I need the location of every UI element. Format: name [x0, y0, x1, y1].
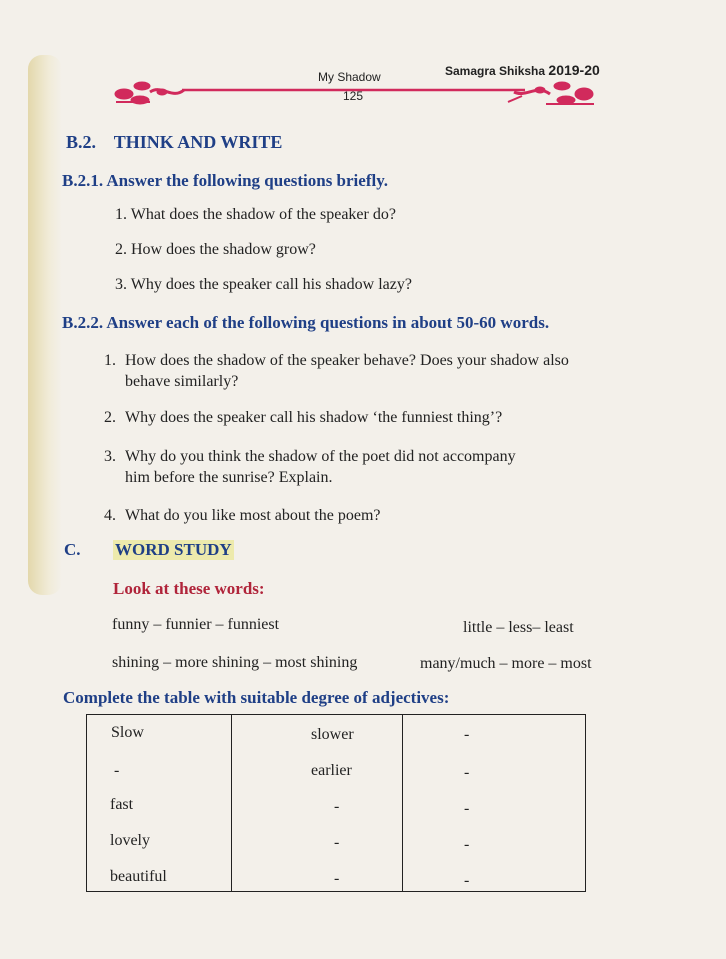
example-many: many/much – more – most	[420, 655, 592, 672]
brand-name: Samagra Shiksha	[445, 64, 546, 78]
b22-question-1-line-2: behave similarly?	[125, 373, 239, 390]
table-r2-c3: -	[464, 764, 470, 781]
b21-question-2: 2. How does the shadow grow?	[115, 241, 316, 258]
look-heading: Look at these words:	[113, 579, 265, 598]
table-cell-col3	[403, 715, 586, 892]
b22-question-2-number: 2.	[104, 409, 116, 426]
table-r1-c1: Slow	[111, 724, 144, 741]
table-r4-c1: lovely	[110, 832, 150, 849]
table-r3-c3: -	[464, 800, 470, 817]
b22-question-1-line-1: How does the shadow of the speaker behave? Does your shadow also	[125, 352, 569, 369]
section-b2-number: B.2.	[66, 132, 97, 152]
table-heading: Complete the table with suitable degree of adjectives:	[63, 688, 450, 707]
b22-question-3-line-1: Why do you think the shadow of the poet did not accompany	[125, 448, 516, 465]
table-r3-c1: fast	[110, 796, 134, 813]
table-r1-c2: slower	[311, 726, 354, 743]
table-r2-c2: earlier	[311, 762, 352, 779]
b22-question-3-number: 3.	[104, 448, 116, 465]
b21-question-3: 3. Why does the speaker call his shadow lazy?	[115, 276, 412, 293]
brand-year: 2019-20	[548, 62, 600, 78]
section-b2-title: THINK AND WRITE	[113, 132, 283, 152]
paper-stain	[28, 55, 62, 595]
table-r5-c3: -	[464, 872, 470, 889]
table-r2-c1: -	[114, 762, 120, 779]
section-b21-heading: B.2.1. Answer the following questions briefly.	[62, 171, 389, 190]
example-shining: shining – more shining – most shining	[112, 654, 358, 671]
section-c-title: WORD STUDY	[115, 540, 232, 559]
b22-question-3-line-2: him before the sunrise? Explain.	[125, 469, 333, 486]
page-number: 125	[343, 89, 364, 103]
section-b2-heading	[66, 132, 282, 153]
table-r3-c2: -	[334, 798, 340, 815]
example-funny: funny – funnier – funniest	[112, 616, 280, 633]
example-little: little – less– least	[463, 619, 574, 636]
section-c-number: C.	[64, 540, 81, 559]
table-r4-c3: -	[464, 836, 470, 853]
b22-question-4-line-1: What do you like most about the poem?	[125, 507, 381, 524]
table-r4-c2: -	[334, 834, 340, 851]
b22-question-4-number: 4.	[104, 507, 116, 524]
b21-question-1: 1. What does the shadow of the speaker do?	[115, 206, 396, 223]
b22-question-2-line-1: Why does the speaker call his shadow ‘the funniest thing’?	[125, 409, 503, 426]
table-cell-col1	[87, 715, 232, 892]
section-b22-heading: B.2.2. Answer each of the following questions in about 50-60 words.	[62, 313, 550, 332]
table-r5-c1: beautiful	[110, 868, 167, 885]
table-r5-c2: -	[334, 870, 340, 887]
b22-question-1-number: 1.	[104, 352, 116, 369]
header-ornament	[110, 74, 600, 112]
table-r1-c3: -	[464, 726, 470, 743]
page-title: My Shadow	[318, 70, 381, 84]
